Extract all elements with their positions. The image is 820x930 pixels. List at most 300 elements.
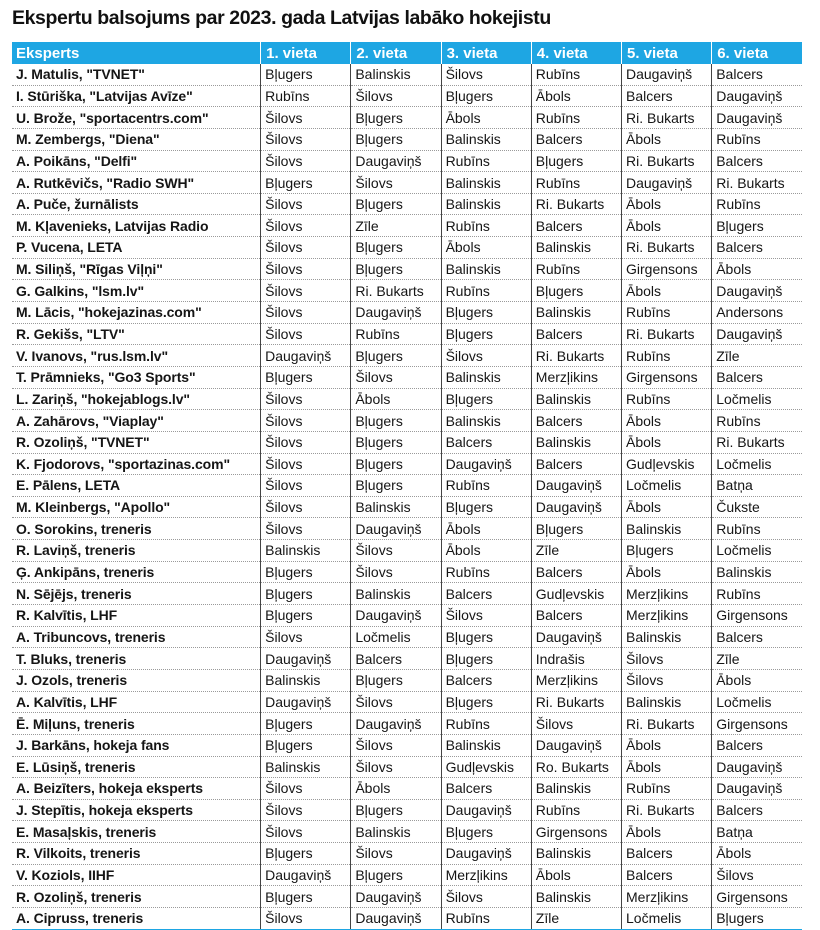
place-1-cell: Šilovs <box>261 907 351 929</box>
place-1-cell: Šilovs <box>261 215 351 237</box>
place-1-cell: Šilovs <box>261 821 351 843</box>
expert-name-cell: J. Ozols, treneris <box>12 669 261 691</box>
table-row <box>12 431 802 453</box>
place-2-cell: Daugaviņš <box>351 605 441 627</box>
place-5-cell: Ābols <box>622 431 712 453</box>
place-6-cell: Rubīns <box>712 410 802 432</box>
column-header-place-2: 2. vieta <box>351 42 441 64</box>
expert-name-cell: V. Koziols, IIHF <box>12 864 261 886</box>
place-2-cell: Bļugers <box>351 799 441 821</box>
place-4-cell: Rubīns <box>531 258 621 280</box>
expert-name-cell: M. Siliņš, "Rīgas Viļņi" <box>12 258 261 280</box>
place-3-cell: Rubīns <box>441 713 531 735</box>
table-row <box>12 410 802 432</box>
expert-name-cell: K. Fjodorovs, "sportazinas.com" <box>12 453 261 475</box>
place-4-cell: Balcers <box>531 561 621 583</box>
table-row <box>12 64 802 85</box>
place-4-cell: Rubīns <box>531 799 621 821</box>
place-6-cell: Rubīns <box>712 583 802 605</box>
place-3-cell: Bļugers <box>441 496 531 518</box>
place-6-cell: Balcers <box>712 150 802 172</box>
place-6-cell: Balcers <box>712 64 802 85</box>
place-2-cell: Balcers <box>351 648 441 670</box>
place-2-cell: Balinskis <box>351 64 441 85</box>
place-1-cell: Šilovs <box>261 496 351 518</box>
place-2-cell: Bļugers <box>351 475 441 497</box>
place-1-cell: Šilovs <box>261 453 351 475</box>
table-row <box>12 756 802 778</box>
place-4-cell: Daugaviņš <box>531 475 621 497</box>
place-5-cell: Ri. Bukarts <box>622 323 712 345</box>
place-3-cell: Balinskis <box>441 258 531 280</box>
place-4-cell: Bļugers <box>531 518 621 540</box>
place-4-cell: Balinskis <box>531 843 621 865</box>
table-row <box>12 907 802 929</box>
expert-name-cell: A. Tribuncovs, treneris <box>12 626 261 648</box>
place-3-cell: Rubīns <box>441 215 531 237</box>
expert-name-cell: M. Lācis, "hokejazinas.com" <box>12 302 261 324</box>
table-row <box>12 648 802 670</box>
header-row <box>12 42 802 64</box>
place-4-cell: Bļugers <box>531 150 621 172</box>
place-3-cell: Šilovs <box>441 64 531 85</box>
expert-name-cell: R. Ozoliņš, treneris <box>12 886 261 908</box>
place-4-cell: Balinskis <box>531 886 621 908</box>
place-6-cell: Šilovs <box>712 864 802 886</box>
place-1-cell: Bļugers <box>261 886 351 908</box>
place-2-cell: Balinskis <box>351 496 441 518</box>
place-6-cell: Girgensons <box>712 605 802 627</box>
column-header-expert: Eksperts <box>12 42 261 64</box>
expert-name-cell: Ē. Miļuns, treneris <box>12 713 261 735</box>
place-3-cell: Bļugers <box>441 85 531 107</box>
table-row <box>12 280 802 302</box>
place-2-cell: Bļugers <box>351 258 441 280</box>
table-row <box>12 561 802 583</box>
table-row <box>12 799 802 821</box>
place-6-cell: Zīle <box>712 345 802 367</box>
place-2-cell: Daugaviņš <box>351 150 441 172</box>
place-1-cell: Rubīns <box>261 85 351 107</box>
place-2-cell: Bļugers <box>351 237 441 259</box>
place-2-cell: Zīle <box>351 215 441 237</box>
place-6-cell: Daugaviņš <box>712 107 802 129</box>
place-6-cell: Daugaviņš <box>712 323 802 345</box>
place-3-cell: Balinskis <box>441 410 531 432</box>
expert-name-cell: N. Sējējs, treneris <box>12 583 261 605</box>
place-1-cell: Šilovs <box>261 128 351 150</box>
place-1-cell: Šilovs <box>261 323 351 345</box>
place-3-cell: Rubīns <box>441 561 531 583</box>
table-row <box>12 669 802 691</box>
place-3-cell: Bļugers <box>441 648 531 670</box>
place-1-cell: Balinskis <box>261 540 351 562</box>
place-5-cell: Girgensons <box>622 258 712 280</box>
table-row <box>12 778 802 800</box>
place-1-cell: Šilovs <box>261 280 351 302</box>
place-1-cell: Šilovs <box>261 626 351 648</box>
place-6-cell: Daugaviņš <box>712 778 802 800</box>
expert-name-cell: R. Gekišs, "LTV" <box>12 323 261 345</box>
place-5-cell: Rubīns <box>622 345 712 367</box>
expert-name-cell: T. Bluks, treneris <box>12 648 261 670</box>
place-2-cell: Šilovs <box>351 366 441 388</box>
place-4-cell: Balcers <box>531 410 621 432</box>
place-5-cell: Balcers <box>622 843 712 865</box>
table-row <box>12 366 802 388</box>
place-1-cell: Bļugers <box>261 583 351 605</box>
place-5-cell: Daugaviņš <box>622 172 712 194</box>
expert-name-cell: R. Laviņš, treneris <box>12 540 261 562</box>
place-1-cell: Bļugers <box>261 843 351 865</box>
place-5-cell: Ābols <box>622 215 712 237</box>
place-1-cell: Šilovs <box>261 388 351 410</box>
place-6-cell: Rubīns <box>712 518 802 540</box>
expert-name-cell: J. Matulis, "TVNET" <box>12 64 261 85</box>
place-4-cell: Daugaviņš <box>531 496 621 518</box>
place-5-cell: Rubīns <box>622 388 712 410</box>
place-4-cell: Ri. Bukarts <box>531 345 621 367</box>
expert-name-cell: U. Brože, "sportacentrs.com" <box>12 107 261 129</box>
place-5-cell: Daugaviņš <box>622 64 712 85</box>
place-2-cell: Daugaviņš <box>351 886 441 908</box>
place-3-cell: Daugaviņš <box>441 799 531 821</box>
table-row <box>12 583 802 605</box>
place-1-cell: Šilovs <box>261 150 351 172</box>
place-4-cell: Balinskis <box>531 237 621 259</box>
place-3-cell: Gudļevskis <box>441 756 531 778</box>
place-3-cell: Ābols <box>441 107 531 129</box>
column-header-place-6: 6. vieta <box>712 42 802 64</box>
place-3-cell: Balinskis <box>441 193 531 215</box>
expert-name-cell: R. Ozoliņš, "TVNET" <box>12 431 261 453</box>
place-5-cell: Šilovs <box>622 669 712 691</box>
place-1-cell: Bļugers <box>261 64 351 85</box>
table-row <box>12 626 802 648</box>
expert-name-cell: A. Cipruss, treneris <box>12 907 261 929</box>
place-6-cell: Balcers <box>712 237 802 259</box>
place-4-cell: Rubīns <box>531 64 621 85</box>
place-4-cell: Balinskis <box>531 431 621 453</box>
place-3-cell: Balcers <box>441 431 531 453</box>
expert-name-cell: E. Lūsiņš, treneris <box>12 756 261 778</box>
table-row <box>12 388 802 410</box>
place-4-cell: Ābols <box>531 864 621 886</box>
place-5-cell: Merzļikins <box>622 605 712 627</box>
place-5-cell: Balcers <box>622 85 712 107</box>
place-3-cell: Merzļikins <box>441 864 531 886</box>
place-1-cell: Šilovs <box>261 107 351 129</box>
place-3-cell: Rubīns <box>441 150 531 172</box>
place-5-cell: Balinskis <box>622 518 712 540</box>
place-6-cell: Balcers <box>712 366 802 388</box>
place-6-cell: Čukste <box>712 496 802 518</box>
place-1-cell: Daugaviņš <box>261 345 351 367</box>
place-5-cell: Merzļikins <box>622 886 712 908</box>
place-3-cell: Daugaviņš <box>441 453 531 475</box>
place-2-cell: Bļugers <box>351 669 441 691</box>
place-4-cell: Ri. Bukarts <box>531 691 621 713</box>
place-4-cell: Balinskis <box>531 778 621 800</box>
table-row <box>12 691 802 713</box>
place-4-cell: Balcers <box>531 128 621 150</box>
place-2-cell: Daugaviņš <box>351 907 441 929</box>
place-2-cell: Daugaviņš <box>351 713 441 735</box>
place-5-cell: Merzļikins <box>622 583 712 605</box>
expert-name-cell: E. Pālens, LETA <box>12 475 261 497</box>
expert-name-cell: P. Vucena, LETA <box>12 237 261 259</box>
place-3-cell: Rubīns <box>441 907 531 929</box>
place-1-cell: Šilovs <box>261 518 351 540</box>
place-5-cell: Ābols <box>622 821 712 843</box>
expert-name-cell: Ģ. Ankipāns, treneris <box>12 561 261 583</box>
place-3-cell: Daugaviņš <box>441 843 531 865</box>
table-row <box>12 107 802 129</box>
table-row <box>12 821 802 843</box>
place-2-cell: Bļugers <box>351 128 441 150</box>
place-6-cell: Ābols <box>712 669 802 691</box>
place-1-cell: Bļugers <box>261 561 351 583</box>
place-4-cell: Merzļikins <box>531 669 621 691</box>
place-2-cell: Bļugers <box>351 453 441 475</box>
expert-name-cell: J. Stepītis, hokeja eksperts <box>12 799 261 821</box>
expert-name-cell: T. Prāmnieks, "Go3 Sports" <box>12 366 261 388</box>
expert-name-cell: A. Zahārovs, "Viaplay" <box>12 410 261 432</box>
table-row <box>12 843 802 865</box>
place-3-cell: Bļugers <box>441 323 531 345</box>
place-3-cell: Šilovs <box>441 345 531 367</box>
place-3-cell: Balinskis <box>441 172 531 194</box>
place-3-cell: Ābols <box>441 518 531 540</box>
place-5-cell: Bļugers <box>622 540 712 562</box>
place-2-cell: Šilovs <box>351 756 441 778</box>
table-row <box>12 215 802 237</box>
place-4-cell: Ri. Bukarts <box>531 193 621 215</box>
place-4-cell: Bļugers <box>531 280 621 302</box>
expert-name-cell: A. Puče, žurnālists <box>12 193 261 215</box>
place-2-cell: Šilovs <box>351 843 441 865</box>
place-1-cell: Bļugers <box>261 605 351 627</box>
place-6-cell: Ri. Bukarts <box>712 172 802 194</box>
place-6-cell: Ri. Bukarts <box>712 431 802 453</box>
table-row <box>12 496 802 518</box>
place-5-cell: Ri. Bukarts <box>622 713 712 735</box>
table-row <box>12 345 802 367</box>
place-1-cell: Bļugers <box>261 172 351 194</box>
place-3-cell: Šilovs <box>441 605 531 627</box>
place-3-cell: Balcers <box>441 669 531 691</box>
table-row <box>12 453 802 475</box>
page-title: Ekspertu balsojums par 2023. gada Latvijas labāko hokejistu <box>12 7 551 29</box>
place-3-cell: Bļugers <box>441 388 531 410</box>
place-6-cell: Rubīns <box>712 193 802 215</box>
place-1-cell: Šilovs <box>261 302 351 324</box>
place-2-cell: Šilovs <box>351 561 441 583</box>
place-3-cell: Šilovs <box>441 886 531 908</box>
place-2-cell: Bļugers <box>351 107 441 129</box>
place-4-cell: Balinskis <box>531 302 621 324</box>
expert-name-cell: R. Vilkoits, treneris <box>12 843 261 865</box>
place-6-cell: Balcers <box>712 799 802 821</box>
expert-name-cell: L. Zariņš, "hokejablogs.lv" <box>12 388 261 410</box>
table-row <box>12 85 802 107</box>
place-3-cell: Balcers <box>441 778 531 800</box>
place-2-cell: Daugaviņš <box>351 518 441 540</box>
place-5-cell: Rubīns <box>622 778 712 800</box>
place-2-cell: Balinskis <box>351 583 441 605</box>
place-2-cell: Ri. Bukarts <box>351 280 441 302</box>
place-3-cell: Balinskis <box>441 366 531 388</box>
place-2-cell: Bļugers <box>351 345 441 367</box>
table-row <box>12 323 802 345</box>
table-row <box>12 886 802 908</box>
place-5-cell: Ločmelis <box>622 475 712 497</box>
place-2-cell: Šilovs <box>351 85 441 107</box>
place-1-cell: Šilovs <box>261 475 351 497</box>
place-4-cell: Daugaviņš <box>531 626 621 648</box>
place-1-cell: Daugaviņš <box>261 648 351 670</box>
place-1-cell: Bļugers <box>261 734 351 756</box>
expert-name-cell: E. Masaļskis, treneris <box>12 821 261 843</box>
place-3-cell: Rubīns <box>441 280 531 302</box>
place-3-cell: Ābols <box>441 237 531 259</box>
expert-name-cell: O. Sorokins, treneris <box>12 518 261 540</box>
place-5-cell: Balcers <box>622 864 712 886</box>
place-5-cell: Rubīns <box>622 302 712 324</box>
expert-name-cell: R. Kalvītis, LHF <box>12 605 261 627</box>
expert-name-cell: A. Kalvītis, LHF <box>12 691 261 713</box>
table-row <box>12 864 802 886</box>
place-1-cell: Bļugers <box>261 366 351 388</box>
place-4-cell: Rubīns <box>531 107 621 129</box>
place-4-cell: Zīle <box>531 540 621 562</box>
place-5-cell: Balinskis <box>622 691 712 713</box>
place-4-cell: Balcers <box>531 453 621 475</box>
table-row <box>12 150 802 172</box>
table-row <box>12 258 802 280</box>
place-4-cell: Daugaviņš <box>531 734 621 756</box>
place-4-cell: Balcers <box>531 215 621 237</box>
place-4-cell: Balinskis <box>531 388 621 410</box>
place-5-cell: Girgensons <box>622 366 712 388</box>
place-5-cell: Ābols <box>622 561 712 583</box>
place-6-cell: Batņa <box>712 821 802 843</box>
place-5-cell: Ābols <box>622 193 712 215</box>
place-6-cell: Rubīns <box>712 128 802 150</box>
place-6-cell: Ločmelis <box>712 453 802 475</box>
place-2-cell: Šilovs <box>351 691 441 713</box>
expert-name-cell: G. Galkins, "lsm.lv" <box>12 280 261 302</box>
column-header-place-5: 5. vieta <box>622 42 712 64</box>
place-1-cell: Šilovs <box>261 431 351 453</box>
place-3-cell: Bļugers <box>441 302 531 324</box>
table-row <box>12 540 802 562</box>
place-6-cell: Zīle <box>712 648 802 670</box>
place-5-cell: Ri. Bukarts <box>622 237 712 259</box>
place-6-cell: Batņa <box>712 475 802 497</box>
place-6-cell: Andersons <box>712 302 802 324</box>
place-1-cell: Šilovs <box>261 193 351 215</box>
column-header-place-1: 1. vieta <box>261 42 351 64</box>
place-5-cell: Ābols <box>622 756 712 778</box>
place-1-cell: Daugaviņš <box>261 691 351 713</box>
place-6-cell: Daugaviņš <box>712 756 802 778</box>
place-1-cell: Šilovs <box>261 237 351 259</box>
place-4-cell: Ābols <box>531 85 621 107</box>
place-3-cell: Balcers <box>441 583 531 605</box>
expert-name-cell: I. Stūriška, "Latvijas Avīze" <box>12 85 261 107</box>
place-1-cell: Šilovs <box>261 778 351 800</box>
place-4-cell: Rubīns <box>531 172 621 194</box>
place-6-cell: Daugaviņš <box>712 280 802 302</box>
place-3-cell: Bļugers <box>441 821 531 843</box>
place-6-cell: Ločmelis <box>712 388 802 410</box>
place-3-cell: Rubīns <box>441 475 531 497</box>
table-row <box>12 518 802 540</box>
place-6-cell: Daugaviņš <box>712 85 802 107</box>
place-6-cell: Ābols <box>712 843 802 865</box>
place-5-cell: Ābols <box>622 280 712 302</box>
column-header-place-4: 4. vieta <box>531 42 621 64</box>
place-4-cell: Zīle <box>531 907 621 929</box>
place-6-cell: Bļugers <box>712 907 802 929</box>
place-2-cell: Bļugers <box>351 410 441 432</box>
place-3-cell: Balinskis <box>441 734 531 756</box>
table-row <box>12 172 802 194</box>
place-6-cell: Balcers <box>712 734 802 756</box>
expert-name-cell: M. Zembergs, "Diena" <box>12 128 261 150</box>
place-4-cell: Balcers <box>531 323 621 345</box>
place-3-cell: Bļugers <box>441 691 531 713</box>
place-5-cell: Ābols <box>622 128 712 150</box>
place-5-cell: Ābols <box>622 410 712 432</box>
place-3-cell: Bļugers <box>441 626 531 648</box>
place-5-cell: Gudļevskis <box>622 453 712 475</box>
place-5-cell: Ri. Bukarts <box>622 107 712 129</box>
place-2-cell: Bļugers <box>351 431 441 453</box>
expert-name-cell: M. Kļavenieks, Latvijas Radio <box>12 215 261 237</box>
place-1-cell: Balinskis <box>261 669 351 691</box>
place-2-cell: Balinskis <box>351 821 441 843</box>
expert-name-cell: A. Poikāns, "Delfi" <box>12 150 261 172</box>
place-2-cell: Ločmelis <box>351 626 441 648</box>
column-header-place-3: 3. vieta <box>441 42 531 64</box>
place-3-cell: Ābols <box>441 540 531 562</box>
place-6-cell: Ločmelis <box>712 691 802 713</box>
place-2-cell: Šilovs <box>351 734 441 756</box>
place-2-cell: Bļugers <box>351 193 441 215</box>
place-6-cell: Balinskis <box>712 561 802 583</box>
table-row <box>12 734 802 756</box>
place-4-cell: Balcers <box>531 605 621 627</box>
place-3-cell: Balinskis <box>441 128 531 150</box>
place-6-cell: Bļugers <box>712 215 802 237</box>
table-row <box>12 193 802 215</box>
place-2-cell: Ābols <box>351 778 441 800</box>
place-4-cell: Šilovs <box>531 713 621 735</box>
expert-name-cell: A. Rutkēvičs, "Radio SWH" <box>12 172 261 194</box>
place-5-cell: Ločmelis <box>622 907 712 929</box>
place-2-cell: Šilovs <box>351 172 441 194</box>
place-4-cell: Indrašis <box>531 648 621 670</box>
place-5-cell: Ri. Bukarts <box>622 799 712 821</box>
table-row <box>12 128 802 150</box>
place-5-cell: Ābols <box>622 496 712 518</box>
place-6-cell: Girgensons <box>712 886 802 908</box>
place-4-cell: Gudļevskis <box>531 583 621 605</box>
place-1-cell: Šilovs <box>261 799 351 821</box>
place-1-cell: Balinskis <box>261 756 351 778</box>
